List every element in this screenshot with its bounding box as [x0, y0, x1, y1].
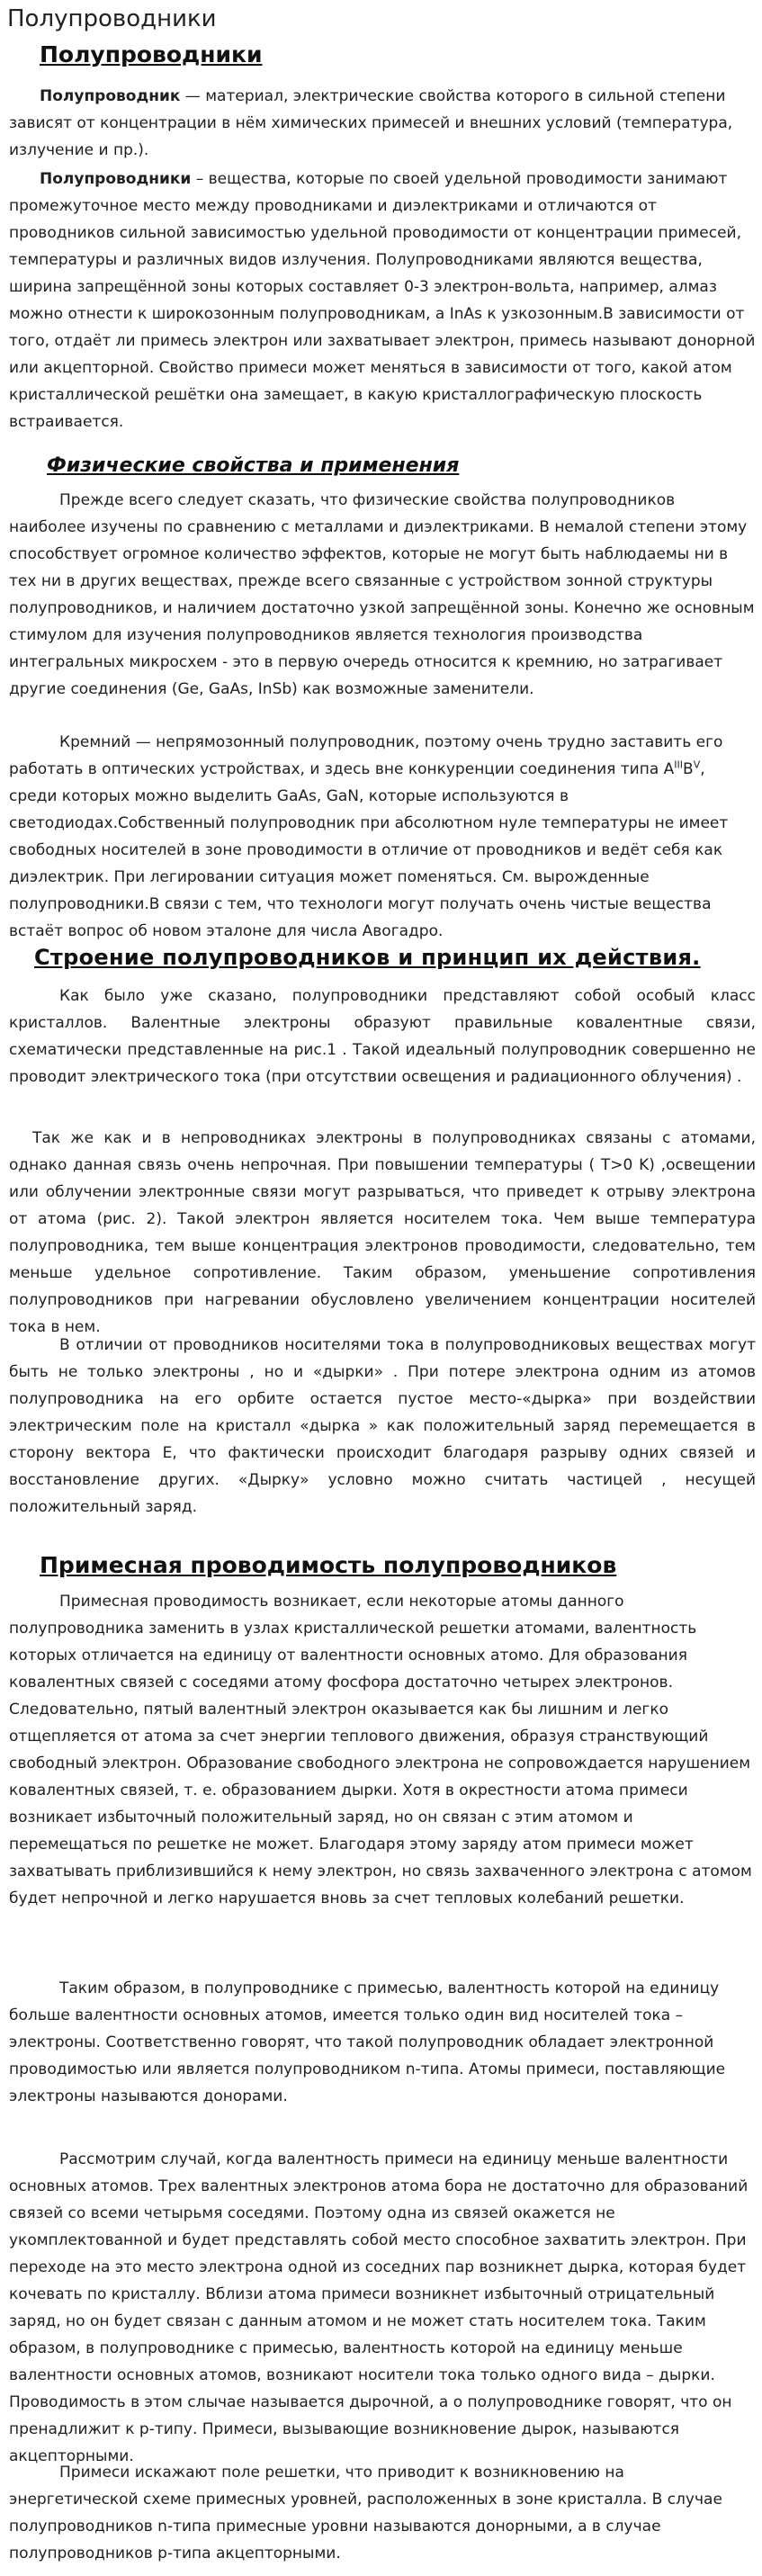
- section-heading-impurity-conductivity: Примесная проводимость полупроводников: [40, 1552, 617, 1578]
- paragraph-semiconductors-properties: [9, 166, 756, 435]
- paragraph-definition-text: — материал, электрические свойства которого в сильной степени зависят от концентрации в нём химических примесей и внешних условий (температура, излучение и пр.).: [9, 87, 733, 159]
- paragraph-silicon-text-2: , среди которых можно выделить GaAs, GaN, которые используются в светодиодах.Собственный полупроводник при абсолютном нуле температуры не имеет свободных носителей в зоне проводимости в отличие от проводников и ведёт себя как диэлектрик. При легировании ситуация может поменяться. См. вырожденные полупроводники.В связи с тем, что технологи могут получать очень чистые вещества встаёт вопрос об новом эталоне для числа Авогадро.: [9, 760, 729, 940]
- paragraph-structure-intro-text: Как было уже сказано, полупроводники представляют собой особый класс кристаллов. Валентные электроны образуют правильные ковалентные связи, схематически представленные на рис.1 . Такой идеальный полупроводник совершенно не проводит электрического тока (при отсутствии освещения и радиационного облучения) .: [9, 987, 756, 1086]
- term-semiconductors: Полупроводники: [40, 170, 192, 188]
- term-semiconductor: Полупроводник: [40, 87, 181, 105]
- document-title: Полупроводники: [7, 5, 217, 32]
- superscript-iii: III: [674, 758, 684, 771]
- paragraph-semiconductors-text: – вещества, которые по своей удельной проводимости занимают промежуточное место между проводниками и диэлектриками и отличаются от проводников сильной зависимостью удельной проводимости от концентрации примесей, температуры и различных видов излучения. Полупроводниками являются вещества, ширина запрещённой зоны которых составляет 0-3 электрон-вольта, например, алмаз можно отнести к широкозонным полупроводникам, а InAs к узкозонным.В зависимости от того, отдаёт ли примесь электрон или захватывает электрон, примесь называют донорной или акцепторной. Свойство примеси может меняться в зависимости от того, какой атом кристаллической решётки она замещает, в какую кристаллографическую плоскость встраивается.: [9, 170, 756, 431]
- paragraph-impurity-conductivity: [9, 1588, 756, 1912]
- paragraph-silicon-text-1: Кремний — непрямозонный полупроводник, поэтому очень трудно заставить его работать в оптических устройствах, и здесь вне конкуренции соединения типа A: [9, 733, 723, 778]
- paragraph-n-type: [9, 1975, 756, 2110]
- paragraph-physical-properties: [9, 487, 756, 703]
- paragraph-p-type: [9, 2146, 756, 2470]
- paragraph-structure-intro: [9, 983, 756, 1091]
- paragraph-holes: [9, 1332, 756, 1521]
- paragraph-n-type-text: Таким образом, в полупроводнике с примесью, валентность которой на единицу больше валентности основных атомов, имеется только один вид носителей тока – электроны. Соответственно говорят, что такой полупроводник обладает электронной проводимостью или является полупроводником n-типа. Атомы примеси, поставляющие электроны называются донорами.: [9, 1979, 726, 2105]
- paragraph-physical-properties-text: Прежде всего следует сказать, что физические свойства полупроводников наиболее изучены по сравнению с металлами и диэлектриками. В немалой степени этому способствует огромное количество эффектов, которые не могут быть наблюдаемы ни в тех ни в других веществах, прежде всего связанные с устройством зонной структуры полупроводников, и наличием достаточно узкой запрещённой зоны. Конечно же основным стимулом для изучения полупроводников является технология производства интегральных микросхем - это в первую очередь относится к кремнию, но затрагивает другие соединения (Ge, GaAs, InSb) как возможные заменители.: [9, 491, 755, 698]
- section-heading-semiconductors: Полупроводники: [40, 41, 263, 67]
- paragraph-electron-binding: [9, 1125, 756, 1341]
- paragraph-holes-text: В отличии от проводников носителями тока в полупроводниковых веществах могут быть не только электроны , но и «дырки» . При потере электрона одним из атомов полупроводника на его орбите остается пустое место-«дырка» при воздействии электрическим поле на кристалл «дырка » как положительный заряд перемещается в сторону вектора Е, что фактически происходит благодаря разрыву одних связей и восстановление других. «Дырку» условно можно считать частицей , несущей положительный заряд.: [9, 1336, 756, 1516]
- paragraph-electron-binding-text: Так же как и в непроводниках электроны в полупроводниках связаны с атомами, однако данная связь очень непрочная. При повышении температуры ( T>0 K) ,освещении или облучении электронные связи могут разрываться, что приведет к отрыву электрона от атома (рис. 2). Такой электрон является носителем тока. Чем выше температура полупроводника, тем выше концентрация электронов проводимости, следовательно, тем меньше удельное сопротивление. Таким образом, уменьшение сопротивления полупроводников при нагревании обусловлено увеличением концентрации носителей тока в нем.: [9, 1129, 756, 1336]
- paragraph-p-type-text: Рассмотрим случай, когда валентность примеси на единицу меньше валентности основных атомов. Трех валентных электронов атома бора не достаточно для образований связей со всеми четырьмя соседями. Поэтому одна из связей окажется не укомплектованной и будет представлять собой место способное захватить электрон. При переходе на это место электрона одной из соседних пар возникнет дырка, которая будет кочевать по кристаллу. Вблизи атома примеси возникнет избыточный отрицательный заряд, но он будет связан с данным атомом и не может стать носителем тока. Таким образом, в полупроводнике с примесью, валентность которой на единицу меньше валентности основных атомов, возникают носители тока только одного вида – дырки. Проводимость в этом слычае называется дырочной, а о полупроводнике говорят, что он пренадлижит к p-типу. Примеси, вызывающие возникновение дырок, называются акцепторными.: [9, 2150, 749, 2465]
- section-heading-physical-properties: Физические свойства и применения: [47, 454, 460, 477]
- paragraph-impurity-conductivity-text: Примесная проводимость возникает, если некоторые атомы данного полупроводника заменить в узлах кристаллической решетки атомами, валентность которых отличается на единицу от валентности основных атомо. Для образования ковалентных связей с соседями атому фосфора достаточно четырех электронов. Следовательно, пятый валентный электрон оказывается как бы лишним и легко отщепляется от атома за счет энергии теплового движения, образуя странствующий свободный электрон. Образование свободного электрона не сопровождается нарушением ковалентных связей, т. е. образованием дырки. Хотя в окрестности атома примеси возникает избыточный положительный заряд, но он связан с этим атомом и перемещаться по решетке не может. Благодаря этому заряду атом примеси может захватывать приблизившийся к нему электрон, но связь захваченного электрона с атомом будет непрочной и легко нарушается вновь за счет тепловых колебаний решетки.: [9, 1593, 752, 1907]
- section-heading-structure: Строение полупроводников и принцип их действия.: [34, 945, 701, 970]
- paragraph-silicon-letter-b: B: [683, 760, 694, 778]
- paragraph-silicon: [9, 729, 756, 945]
- superscript-v: V: [693, 758, 701, 771]
- paragraph-impurity-levels-text: Примеси искажают поле решетки, что приводит к возникновению на энергетической схеме примесных уровней, расположенных в зоне кристалла. В случае полупроводников n-типа примесные уровни называются донорными, а в случае полупроводников p-типа акцепторными.: [9, 2464, 722, 2563]
- paragraph-definition: [9, 83, 756, 164]
- paragraph-impurity-levels: [9, 2459, 756, 2567]
